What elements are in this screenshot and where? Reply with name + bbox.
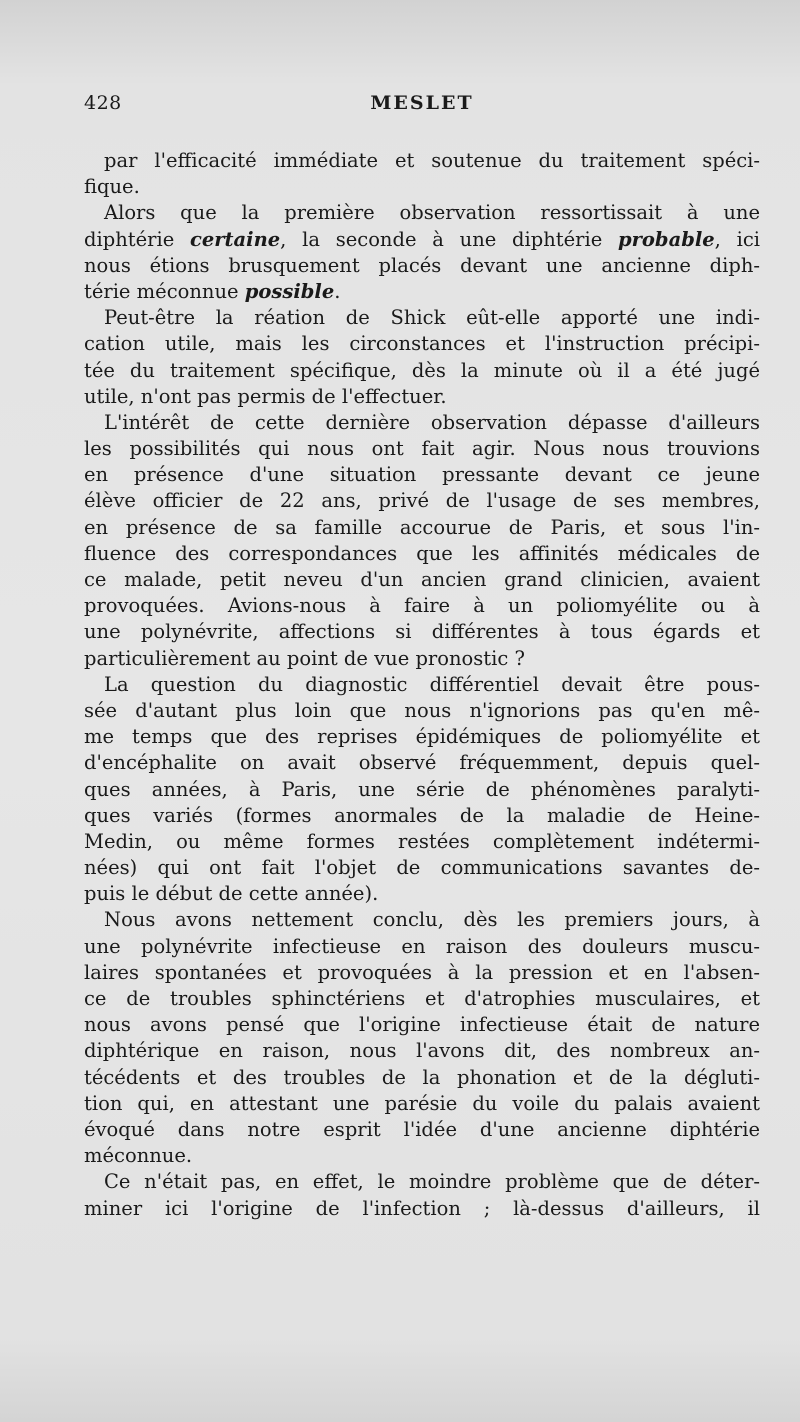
line-text: térie méconnue [84,279,245,303]
running-head [84,92,760,116]
line-text: Alors que la première observation ressortissait à une [104,201,760,225]
text-line [84,253,760,279]
text-line [84,331,760,357]
text-line [84,881,760,907]
text-line [84,488,760,514]
paragraph [84,148,760,200]
line-text: cation utile, mais les circonstances et l'instruction précipi- [84,332,760,356]
paragraph [84,672,760,908]
line-text: fluence des correspondances que les affinités médicales de [84,541,760,565]
emphasis-text: possible [244,279,335,303]
line-text: sée d'autant plus loin que nous n'ignorions pas qu'en mê- [84,698,760,722]
line-text: les possibilités qui nous ont fait agir. Nous nous trouvions [84,437,760,461]
paragraph [84,410,760,672]
line-text: ce de troubles sphinctériens et d'atrophies musculaires, et [84,987,760,1010]
text-line [84,1117,760,1143]
text-line [84,567,760,593]
line-text: miner ici l'origine de l'infection ; là-dessus d'ailleurs, il [84,1196,760,1220]
emphasis-text: probable [618,227,715,251]
text-line [84,593,760,619]
line-text: puis le début de cette année). [84,882,379,906]
line-text: fique. [84,175,140,199]
text-line [84,410,760,436]
text-line [84,462,760,488]
text-line [84,358,760,384]
line-text: en présence de sa famille accourue de Paris, et sous l'in- [84,515,760,539]
line-text: une polynévrite, affections si différentes à tous égards et [84,620,760,644]
text-line [84,907,760,933]
line-text: élève officier de 22 ans, privé de l'usage de ses membres, [84,489,760,513]
text-line [84,174,760,200]
line-text: diphtérique en raison, nous l'avons dit, des nombreux an- [84,1039,760,1063]
line-text: laires spontanées et provoquées à la pression et en l'absen- [84,960,760,984]
line-text: ce malade, petit neveu d'un ancien grand clinicien, avaient [84,568,760,591]
text-line [84,1169,760,1195]
emphasis-text: certaine [189,227,281,251]
text-line [84,750,760,776]
line-text: nous avons pensé que l'origine infectieuse était de nature [84,1013,760,1037]
line-text: tée du traitement spécifique, dès la minute où il a été jugé [84,358,760,382]
line-text: Nous avons nettement conclu, dès les premiers jours, à [104,908,760,932]
line-text: ques variés (formes anormales de la maladie de Heine- [84,803,760,827]
text-line [84,436,760,462]
text-line [84,829,760,855]
line-text: La question du diagnostic différentiel devait être pous- [104,672,760,696]
paragraph [84,200,760,305]
paragraph [84,1169,760,1221]
text-line [84,855,760,881]
body-text [84,148,760,1222]
text-line [84,619,760,645]
line-text: técédents et des troubles de la phonation et de la dégluti- [84,1065,760,1089]
text-line [84,279,760,305]
line-text: méconnue. [84,1144,193,1168]
text-line [84,384,760,410]
line-text: L'intérêt de cette dernière observation dépasse d'ailleurs [104,410,760,434]
text-line [84,986,760,1012]
line-text: Peut-être la réation de Shick eût-elle apporté une indi- [104,306,760,330]
text-line [84,148,760,174]
text-line [84,305,760,331]
page-number: 428 [84,92,122,114]
text-line [84,672,760,698]
line-text: utile, n'ont pas permis de l'effectuer. [84,384,447,408]
text-line [84,724,760,750]
paragraph [84,305,760,410]
line-text: particulièrement au point de vue pronostic ? [84,646,525,670]
line-text: . [334,279,341,303]
text-line [84,1091,760,1117]
text-line [84,1143,760,1169]
text-line [84,200,760,226]
text-line [84,227,760,253]
text-line [84,541,760,567]
line-text: nées) qui ont fait l'objet de communications savantes de- [84,856,760,880]
line-text: par l'efficacité immédiate et soutenue du traitement spéci- [104,149,760,172]
text-line [84,803,760,829]
line-text: tion qui, en attestant une parésie du voile du palais avaient [84,1091,760,1115]
line-text: me temps que des reprises épidémiques de poliomyélite et [84,725,760,749]
text-line [84,777,760,803]
line-text: diphtérie [84,227,190,251]
line-text: en présence d'une situation pressante devant ce jeune [84,463,760,487]
text-line [84,1196,760,1222]
line-text: ques années, à Paris, une série de phénomènes paralyti- [84,777,760,801]
line-text: une polynévrite infectieuse en raison des douleurs muscu- [84,934,760,958]
text-line [84,646,760,672]
line-text: évoqué dans notre esprit l'idée d'une ancienne diphtérie [84,1117,760,1141]
text-line [84,515,760,541]
line-text: Ce n'était pas, en effet, le moindre problème que de déter- [104,1170,760,1194]
text-line [84,698,760,724]
text-line [84,960,760,986]
text-line [84,1065,760,1091]
line-text: , la seconde à une diphtérie [280,227,619,251]
line-text: , ici [714,227,760,251]
line-text: nous étions brusquement placés devant une ancienne diph- [84,253,760,277]
paragraph [84,907,760,1169]
line-text: provoquées. Avions-nous à faire à un poliomyélite ou à [84,594,760,618]
text-line [84,934,760,960]
line-text: d'encéphalite on avait observé fréquemment, depuis quel- [84,751,760,775]
text-line [84,1038,760,1064]
running-head-author: MESLET [370,92,474,114]
text-line [84,1012,760,1038]
line-text: Medin, ou même formes restées complètement indétermi- [84,829,760,853]
